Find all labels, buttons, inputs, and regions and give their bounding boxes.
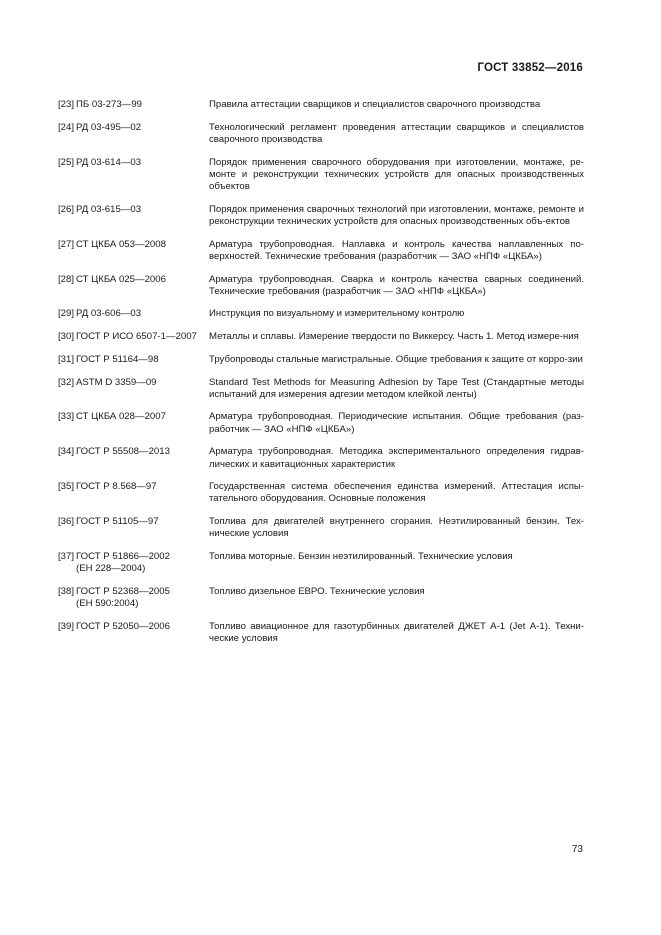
reference-code-line: ГОСТ Р 51105—97 bbox=[76, 516, 159, 528]
reference-code bbox=[74, 516, 209, 528]
reference-code-line: СТ ЦКБА 053—2008 bbox=[76, 238, 166, 250]
reference-item bbox=[44, 354, 584, 366]
reference-number: [27] bbox=[57, 238, 74, 250]
reference-number: [33] bbox=[57, 411, 74, 423]
reference-title: Инструкция по визуальному и измерительному контролю bbox=[209, 308, 465, 320]
reference-code bbox=[74, 99, 209, 111]
reference-code-line: РД 03-495—02 bbox=[76, 121, 142, 133]
reference-code bbox=[74, 157, 209, 169]
reference-code-line: РД 03-606—03 bbox=[76, 308, 142, 320]
reference-code-line: ASTM D 3359—09 bbox=[76, 376, 157, 388]
reference-number: [30] bbox=[57, 331, 74, 343]
reference-number: [36] bbox=[57, 516, 74, 528]
reference-title: Государственная система обеспечения единства измерений. Аттестация испы-тательного оборудования. Основные положения bbox=[209, 481, 584, 505]
page-number: 73 bbox=[571, 844, 583, 855]
reference-item bbox=[44, 308, 584, 320]
reference-item bbox=[44, 446, 584, 470]
reference-number: [24] bbox=[57, 121, 74, 133]
reference-code bbox=[74, 481, 209, 493]
reference-title: Порядок применения сварочных технологий при изготовлении, монтаже, ремонте и реконструкции технических устройств для опасных производственных объ-ектов bbox=[209, 203, 584, 227]
reference-code-line: ГОСТ Р 52368—2005 bbox=[76, 585, 170, 597]
reference-code-line: ПБ 03-273—99 bbox=[76, 99, 142, 110]
reference-code bbox=[74, 411, 209, 423]
reference-code-line: ГОСТ Р 8.568—97 bbox=[76, 481, 157, 493]
reference-item bbox=[44, 99, 584, 111]
reference-code-line: ГОСТ Р 52050—2006 bbox=[76, 620, 170, 632]
reference-item bbox=[44, 516, 584, 540]
reference-number: [32] bbox=[57, 376, 74, 388]
reference-code bbox=[74, 377, 209, 389]
reference-code bbox=[74, 586, 209, 610]
reference-title: Трубопроводы стальные магистральные. Общие требования к защите от корро-зии bbox=[209, 353, 583, 365]
reference-code-line: ГОСТ Р 55508—2013 bbox=[76, 446, 170, 458]
reference-title: Порядок применения сварочного оборудования при изготовлении, монтаже, ре-монте и реконструкции технических устройств для опасных производственных объектов bbox=[209, 156, 584, 193]
reference-code bbox=[74, 446, 209, 458]
reference-title: Топлива для двигателей внутреннего сгорания. Неэтилированный бензин. Тех-нические условия bbox=[209, 516, 584, 540]
reference-title: Правила аттестации сварщиков и специалистов сварочного производства bbox=[209, 99, 541, 110]
reference-item bbox=[44, 204, 584, 228]
reference-number: [29] bbox=[57, 308, 74, 320]
reference-title: Арматура трубопроводная. Сварка и контроль качества сварных соединений. Технические требования (разработчик — ЗАО «НПФ «ЦКБА») bbox=[209, 273, 584, 297]
reference-item bbox=[44, 239, 584, 263]
reference-code bbox=[74, 204, 209, 216]
reference-code-line: ГОСТ Р 51164—98 bbox=[76, 353, 159, 365]
reference-number: [35] bbox=[57, 481, 74, 493]
reference-item bbox=[44, 621, 584, 645]
reference-code bbox=[74, 354, 209, 366]
reference-code-line: СТ ЦКБА 025—2006 bbox=[76, 273, 166, 285]
reference-item bbox=[44, 377, 584, 401]
reference-number: [34] bbox=[57, 446, 74, 458]
reference-code bbox=[74, 122, 209, 134]
reference-code bbox=[74, 621, 209, 633]
reference-item bbox=[44, 481, 584, 505]
reference-item bbox=[44, 331, 584, 343]
reference-number: [31] bbox=[57, 353, 74, 365]
reference-code-line: ГОСТ Р 51866—2002 bbox=[76, 551, 170, 563]
reference-number: [38] bbox=[57, 585, 74, 597]
reference-title: Металлы и сплавы. Измерение твердости по Виккерсу. Часть 1. Метод измере-ния bbox=[209, 331, 579, 343]
reference-number: [23] bbox=[57, 99, 74, 110]
reference-title: Арматура трубопроводная. Методика экспериментального определения гидрав-лических и кавитационных характеристик bbox=[209, 446, 584, 470]
reference-item bbox=[44, 274, 584, 298]
reference-item bbox=[44, 586, 584, 610]
bibliography-list bbox=[44, 99, 584, 656]
reference-title: Арматура трубопроводная. Периодические испытания. Общие требования (раз-работчик — ЗАО «НПФ «ЦКБА») bbox=[209, 411, 584, 435]
reference-code-line: (ЕН 228—2004) bbox=[76, 563, 146, 575]
reference-number: [37] bbox=[57, 551, 74, 563]
reference-title: Топлива моторные. Бензин неэтилированный. Технические условия bbox=[209, 551, 513, 563]
reference-code-line: ГОСТ Р ИСО 6507-1—2007 bbox=[76, 331, 197, 343]
reference-code-line: СТ ЦКБА 028—2007 bbox=[76, 411, 166, 423]
reference-code-line: РД 03-614—03 bbox=[76, 156, 142, 168]
reference-code bbox=[74, 239, 209, 251]
reference-number: [25] bbox=[57, 156, 74, 168]
reference-item bbox=[44, 551, 584, 575]
reference-number: [26] bbox=[57, 203, 74, 215]
reference-code bbox=[74, 274, 209, 286]
reference-code-line: РД 03-615—03 bbox=[76, 203, 142, 215]
reference-title: Standard Test Methods for Measuring Adhesion by Tape Test (Стандартные методы испытаний для измерения адгезии методом клейкой ленты) bbox=[209, 376, 584, 400]
reference-item bbox=[44, 157, 584, 194]
reference-number: [39] bbox=[57, 620, 74, 632]
reference-title: Топливо дизельное ЕВРО. Технические условия bbox=[209, 585, 425, 597]
reference-code bbox=[74, 551, 209, 575]
reference-title: Технологический регламент проведения аттестации сварщиков и специалистов сварочного производства bbox=[209, 121, 584, 145]
reference-title: Топливо авиационное для газотурбинных двигателей ДЖЕТ А-1 (Jet А-1). Техни-ческие условия bbox=[209, 620, 584, 645]
reference-number: [28] bbox=[57, 273, 74, 285]
reference-code-line: (ЕН 590:2004) bbox=[76, 598, 139, 610]
reference-item bbox=[44, 411, 584, 435]
reference-code bbox=[74, 308, 209, 320]
reference-code bbox=[74, 331, 209, 343]
reference-item bbox=[44, 122, 584, 146]
reference-title: Арматура трубопроводная. Наплавка и контроль качества наплавленных по-верхностей. Технические требования (разработчик — ЗАО «НПФ «ЦКБА») bbox=[209, 238, 584, 262]
document-code-header: ГОСТ 33852—2016 bbox=[477, 62, 583, 74]
